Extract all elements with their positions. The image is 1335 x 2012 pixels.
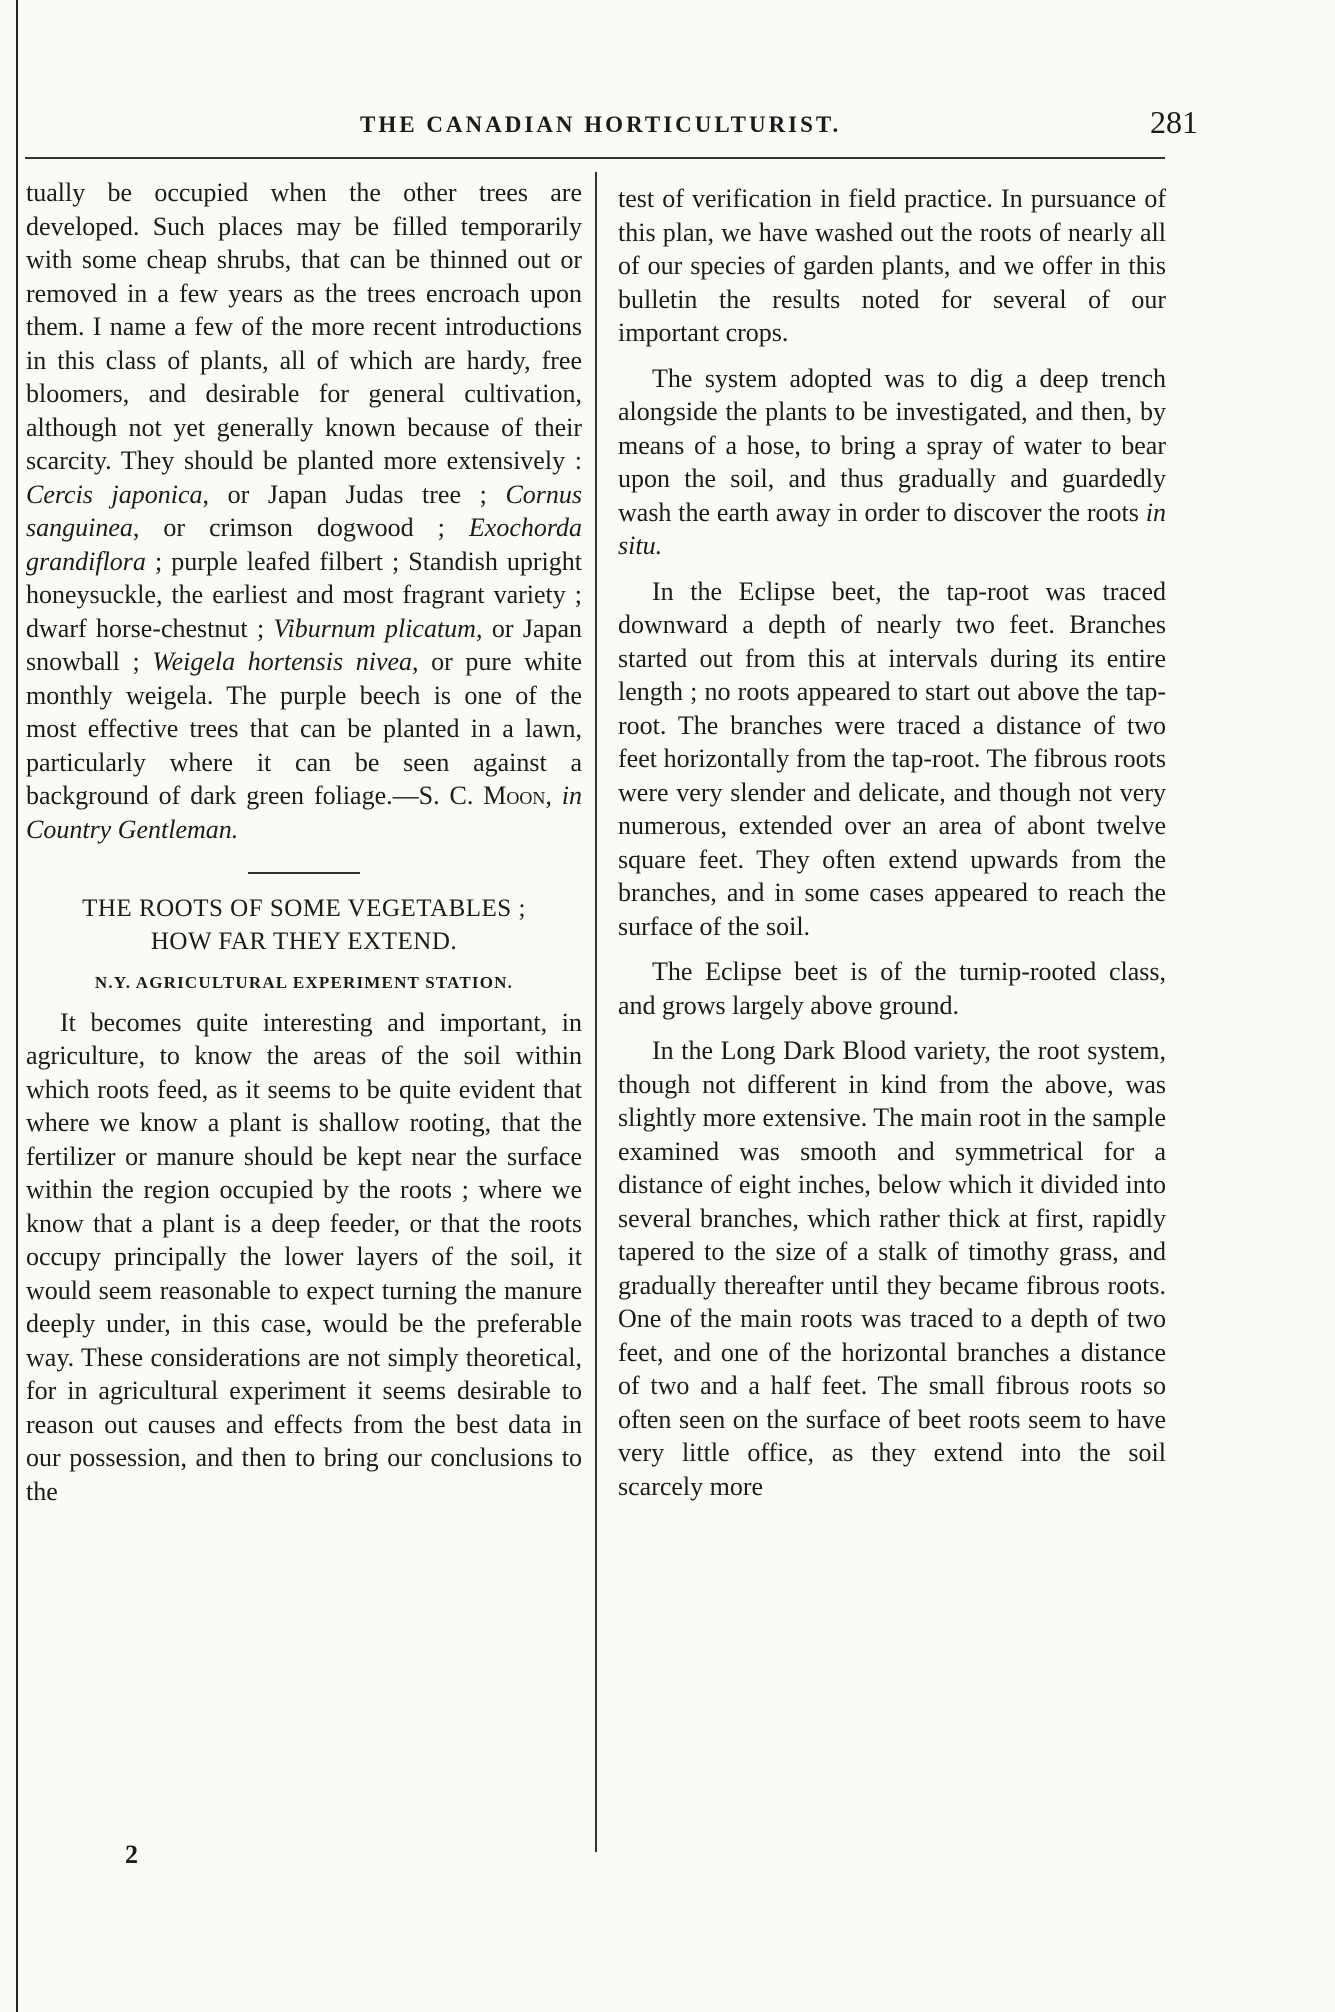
journal-title: THE CANADIAN HORTICULTURIST. <box>360 112 842 137</box>
species-latin: Cornus sanguinea <box>26 479 583 542</box>
page-number: 281 <box>1150 104 1198 140</box>
species-common: ; purple leafed filbert ; Standish upright honeysuckle, the earliest and most fragrant variety ; dwarf horse-chestnut ; <box>26 546 582 643</box>
paragraph-continued <box>26 176 582 846</box>
italic-term: in situ. <box>618 497 1166 560</box>
right-column <box>618 182 1166 1503</box>
paragraph-text: The system adopted was to dig a deep trench alongside the plants to be investigated, and then, by means of a hose, to bring a spray of water to bear upon the soil, and thus gradually and guardedly wash the earth away in order to discover the roots <box>618 363 1166 527</box>
paragraph: In the Eclipse beet, the tap-root was traced downward a depth of nearly two feet. Branches started out from this at intervals during its entire length ; no roots appeared to start out above the tap-root. The branches were traced a distance of two feet horizontally from the tap-root. The fibrous roots were very slender and delicate, and though not very numerous, extended over an area of abont twelve square feet. They often extend upwards from the branches, and in some cases appeared to reach the surface of the soil. <box>618 576 1166 941</box>
left-column <box>26 176 582 1508</box>
article-source: N.Y. AGRICULTURAL EXPERIMENT STATION. <box>94 973 514 992</box>
running-header <box>30 104 1198 148</box>
column-divider <box>595 172 597 1852</box>
paragraph <box>618 362 1166 563</box>
paragraph: It becomes quite interesting and important, in agriculture, to know the areas of the soil within which roots feed, as it seems to be quite evident that where we know a plant is shallow rooting, that the fertilizer or manure should be kept near the surface within the region occupied by the roots ; where we know that a plant is a deep feeder, or that the roots occupy principally the lower layers of the soil, it would seem reasonable to expect turning the manure deeply under, in this case, would be the preferable way. These considerations are not simply theoretical, for in agricultural experiment it seems desirable to reason out causes and effects from the best data in our possession, and then to bring our conclusions to the <box>26 1007 582 1506</box>
paragraph-text: tually be occupied when the other trees are developed. Such places may be filled temporarily with some cheap shrubs, that can be thinned out or removed in a few years as the trees encroach upon them. I name a few of the more recent introductions in this class of plants, all of which are hardy, free bloomers, and desirable for general cultivation, although not yet generally known because of their scarcity. They should be planted more extensively : <box>26 178 582 475</box>
paragraph-continued: test of verification in field practice. In pursuance of this plan, we have washed out the roots of nearly all of our species of garden plants, and we offer in this bulletin the results noted for several of our important crops. <box>618 184 1166 347</box>
paragraph-text: The purple beech is one of the most effective trees that can be planted in a lawn, particularly where it can be seen against a background of dark green foliage.— <box>26 680 583 810</box>
species-common: , or crimson dogwood ; <box>132 513 445 542</box>
source-name: , in Country Gentleman. <box>26 781 583 844</box>
author-name: S. C. Moon <box>418 781 546 810</box>
species-latin: Viburnum plicatum <box>273 613 476 643</box>
species-latin: Weigela hortensis nivea <box>152 647 413 676</box>
paragraph: In the Long Dark Blood variety, the root system, though not different in kind from the above, was slightly more extensive. The main root in the sample examined was smooth and symmetrical for a distance of eight inches, below which it divided into several branches, which rather thick at first, rapidly tapered to the size of a stalk of timothy grass, and gradually thereafter until they became fibrous roots. One of the main roots was traced to a depth of two feet, and one of the horizontal branches a distance of two and a half feet. The small fibrous roots so often seen on the surface of beet roots seem to have very little office, as they extend into the soil scarcely more <box>618 1036 1166 1501</box>
species-common: , or pure white monthly weigela. <box>26 647 583 710</box>
article-title-line: THE ROOTS OF SOME VEGETABLES ; <box>82 895 526 922</box>
article-title-line: HOW FAR THEY EXTEND. <box>150 928 458 955</box>
paragraph: The Eclipse beet is of the turnip-rooted class, and grows largely above ground. <box>618 957 1166 1020</box>
species-common: , or Japan snowball ; <box>26 613 583 676</box>
page-edge-line <box>16 0 18 2012</box>
header-rule <box>25 157 1165 159</box>
section-divider <box>248 872 360 874</box>
species-common: , or Japan Judas tree ; <box>202 479 487 509</box>
signature-mark: 2 <box>125 1840 138 1869</box>
species-latin: Exochorda grandiflora <box>26 513 583 576</box>
species-latin: Cercis japonica <box>26 479 203 509</box>
article-title <box>26 892 582 958</box>
